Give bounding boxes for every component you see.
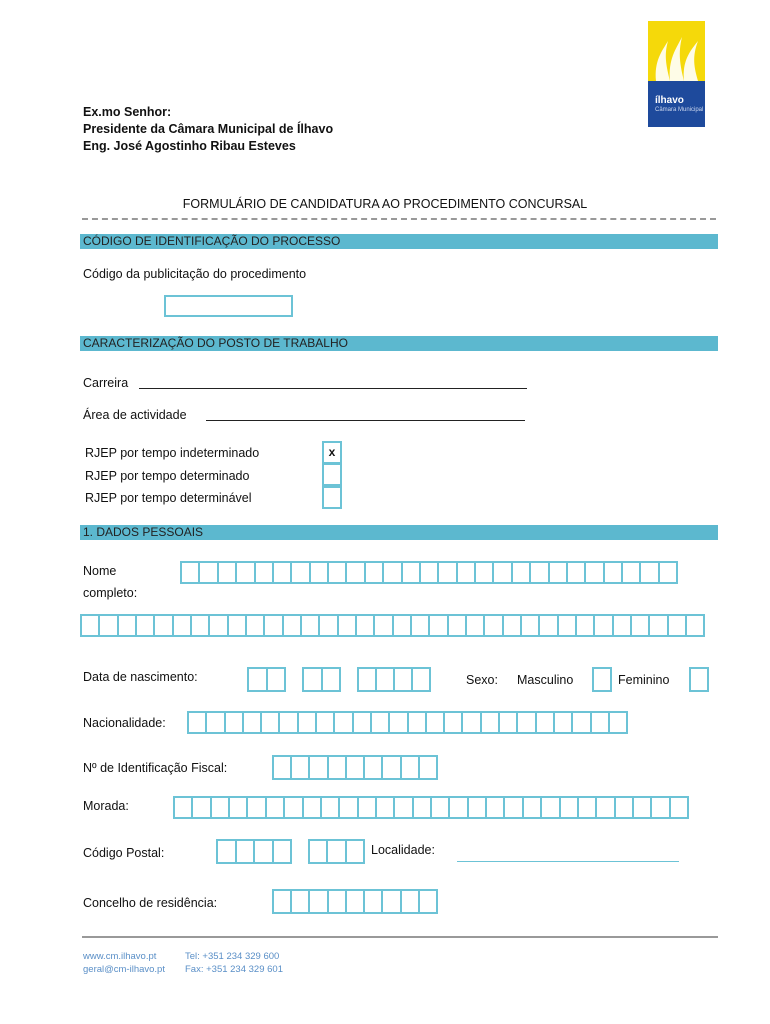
completo-label: completo: <box>83 586 138 600</box>
male-label: Masculino <box>517 673 574 687</box>
carreira-input-line[interactable] <box>139 388 527 389</box>
option-label-determinavel: RJEP por tempo determinável <box>85 491 252 505</box>
birth-date-label: Data de nascimento: <box>83 670 198 684</box>
section-header-process-id: CÓDIGO DE IDENTIFICAÇÃO DO PROCESSO <box>80 234 718 249</box>
birth-month-boxes[interactable] <box>302 667 341 692</box>
letterhead <box>83 104 333 155</box>
male-checkbox[interactable] <box>592 667 612 692</box>
residence-municipality-label: Concelho de residência: <box>83 896 218 910</box>
letterhead-line-1: Ex.mo Senhor: <box>83 105 172 119</box>
municipal-logo <box>648 21 705 127</box>
locality-input-line[interactable] <box>457 861 679 862</box>
footer-divider <box>82 936 718 938</box>
carreira-label: Carreira <box>83 376 129 390</box>
logo-subtitle: Câmara Municipal <box>655 107 704 113</box>
footer-contacts-right <box>185 950 283 976</box>
option-label-determinado: RJEP por tempo determinado <box>85 469 250 483</box>
nationality-boxes[interactable] <box>187 711 628 734</box>
footer-website[interactable]: www.cm.ilhavo.pt <box>83 951 157 962</box>
area-label: Área de actividade <box>83 408 187 422</box>
female-checkbox[interactable] <box>689 667 709 692</box>
full-name-boxes-row-1[interactable] <box>180 561 678 584</box>
footer-tel: Tel: +351 234 329 600 <box>185 951 280 962</box>
logo-flame-shape <box>648 21 705 81</box>
letterhead-line-2: Presidente da Câmara Municipal de Ílhavo <box>83 122 334 136</box>
checkbox-indeterminado[interactable]: x <box>322 441 342 464</box>
footer-email[interactable]: geral@cm-ilhavo.pt <box>83 964 165 975</box>
publication-code-label: Código da publicitação do procedimento <box>83 267 307 281</box>
footer-fax: Fax: +351 234 329 601 <box>185 964 283 975</box>
nif-label: Nº de Identificação Fiscal: <box>83 761 228 775</box>
postal-code-suffix-boxes[interactable] <box>308 839 365 864</box>
title-divider <box>82 218 716 220</box>
publication-code-input[interactable] <box>164 295 293 317</box>
postal-code-main-boxes[interactable] <box>216 839 292 864</box>
residence-municipality-boxes[interactable] <box>272 889 438 914</box>
nif-boxes[interactable] <box>272 755 438 780</box>
locality-label: Localidade: <box>371 843 435 857</box>
nome-label: Nome <box>83 564 117 578</box>
logo-name: ílhavo <box>655 95 684 106</box>
letterhead-line-3: Eng. José Agostinho Ribau Esteves <box>83 139 296 153</box>
form-title: FORMULÁRIO DE CANDIDATURA AO PROCEDIMENTO CONCURSAL <box>182 197 588 211</box>
option-label-indeterminado: RJEP por tempo indeterminado <box>85 446 260 460</box>
area-input-line[interactable] <box>206 420 525 421</box>
checkbox-determinavel[interactable] <box>322 486 342 509</box>
address-label: Morada: <box>83 799 129 813</box>
full-name-boxes-row-2[interactable] <box>80 614 705 637</box>
female-label: Feminino <box>618 673 670 687</box>
footer-contacts-left <box>83 950 165 976</box>
section-header-personal-data: 1. DADOS PESSOAIS <box>80 525 718 540</box>
nationality-label: Nacionalidade: <box>83 716 166 730</box>
section-header-job-description: CARACTERIZAÇÃO DO POSTO DE TRABALHO <box>80 336 718 351</box>
birth-year-boxes[interactable] <box>357 667 431 692</box>
address-boxes[interactable] <box>173 796 689 819</box>
sex-label: Sexo: <box>466 673 498 687</box>
birth-day-boxes[interactable] <box>247 667 286 692</box>
postal-code-label: Código Postal: <box>83 846 165 860</box>
checkbox-determinado[interactable] <box>322 463 342 486</box>
